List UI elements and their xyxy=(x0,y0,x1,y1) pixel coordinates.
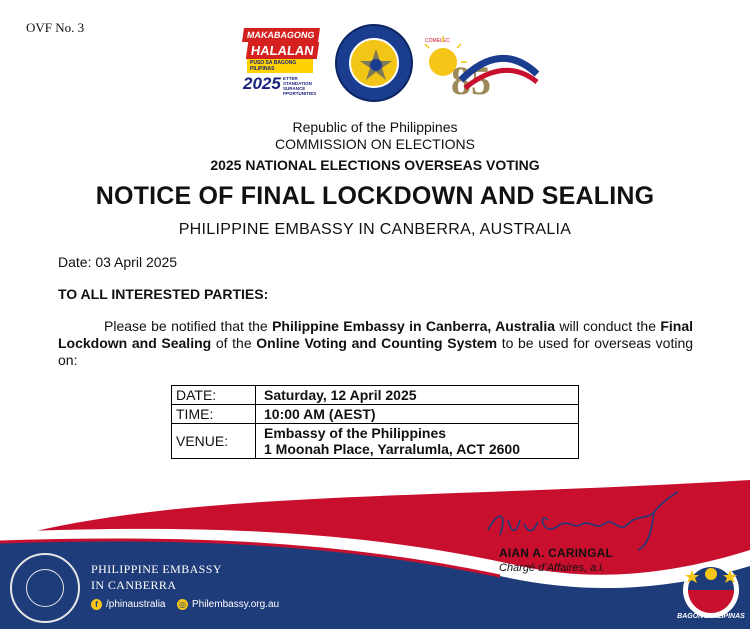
comelec-anniversary-icon xyxy=(421,30,541,108)
comelec-seal-icon xyxy=(335,24,413,102)
footer-embassy-name: PHILIPPINE EMBASSY IN CANBERRA xyxy=(91,562,222,592)
date-label: DATE: xyxy=(172,386,256,405)
facebook-icon: f xyxy=(91,599,102,610)
date-value: Saturday, 12 April 2025 xyxy=(256,386,579,405)
table-row xyxy=(172,424,579,459)
makabagong-halalan-logo xyxy=(243,28,317,108)
svg-text:COMELEC: COMELEC xyxy=(425,38,450,44)
header-republic: Republic of the Philippines xyxy=(292,119,458,135)
halalan-line2: HALALAN xyxy=(246,42,319,59)
svg-text:85: 85 xyxy=(451,58,491,103)
header-commission: COMMISSION ON ELECTIONS xyxy=(275,136,475,152)
website-link[interactable]: ◎ Philembassy.org.au xyxy=(179,599,280,610)
schedule-table xyxy=(171,385,579,459)
bagong-pilipinas-label: BAGONG PILIPINAS xyxy=(677,613,745,620)
salutation: TO ALL INTERESTED PARTIES: xyxy=(58,286,269,302)
signatory-role: Chargé d’Affaires, a.i. xyxy=(499,562,605,574)
table-row xyxy=(172,386,579,405)
table-row xyxy=(172,405,579,424)
venue-value: Embassy of the Philippines 1 Moonah Place, Yarralumla, ACT 2600 xyxy=(256,424,579,459)
globe-icon: ◎ xyxy=(177,599,188,610)
form-number: OVF No. 3 xyxy=(26,20,85,35)
logos-row xyxy=(243,18,543,108)
halalan-tagline: PUSO SA BAGONG PILIPINAS xyxy=(247,59,313,73)
embassy-seal-icon xyxy=(10,553,80,623)
notice-title: NOTICE OF FINAL LOCKDOWN AND SEALING xyxy=(95,182,655,210)
header-election: 2025 NATIONAL ELECTIONS OVERSEAS VOTING xyxy=(210,157,540,173)
notice-body: Please be notified that the Philippine Embassy in Canberra, Australia will conduct the Final Lockdown and Sealing of the Online Voting and Counting System to be used for overseas voting on: xyxy=(58,318,694,368)
halalan-year: 2025 xyxy=(243,74,281,93)
facebook-link[interactable]: f /phinaustralia xyxy=(91,599,165,610)
notice-subtitle: PHILIPPINE EMBASSY IN CANBERRA, AUSTRALIA xyxy=(178,221,572,238)
time-label: TIME: xyxy=(172,405,256,424)
halalan-line1: MAKABAGONG xyxy=(242,28,319,42)
halalan-tags: ETTER STANDATION SURANCE PPORTUNITIES xyxy=(283,76,317,96)
notice-date: Date: 03 April 2025 xyxy=(58,254,178,270)
venue-label: VENUE: xyxy=(172,424,256,459)
time-value: 10:00 AM (AEST) xyxy=(256,405,579,424)
signatory-name: AIAN A. CARINGAL xyxy=(499,546,614,560)
